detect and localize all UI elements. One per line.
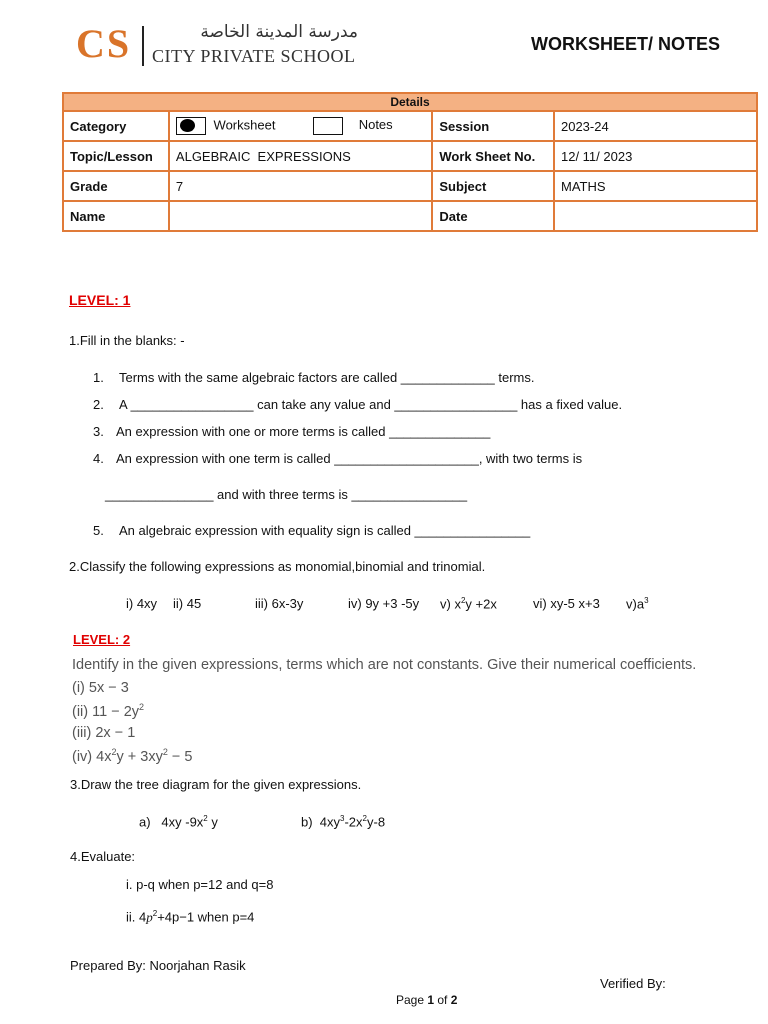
expression-vii: $v)a^3$	[626, 596, 649, 612]
worksheet-option-label: Worksheet	[213, 117, 276, 133]
expression-iv: iv) 9y +3 -5y	[348, 596, 420, 611]
blank-item-1: Terms with the same algebraic factors are called _____________ terms.	[119, 370, 535, 385]
blank-item-2: A _________________ can take any value and _________________ has a fixed value.	[119, 397, 623, 412]
expression-iii: iii) 6x-3y	[255, 596, 304, 611]
expression-v: v) $x^2y +2x$	[440, 596, 497, 612]
level-2-heading: LEVEL: 2	[73, 632, 131, 647]
level-1-heading: LEVEL: 1	[69, 292, 131, 308]
page-number: Page 1 of 2	[396, 993, 458, 1007]
expression-i: i) 4xy	[126, 596, 158, 611]
session-value: 2023-24	[554, 111, 757, 141]
topic-value: ALGEBRAIC EXPRESSIONS	[169, 141, 432, 171]
worksheet-no-value: 12/ 11/ 2023	[554, 141, 757, 171]
document-title: WORKSHEET/ NOTES	[531, 34, 721, 54]
date-field[interactable]	[554, 201, 757, 231]
question-1: 1.Fill in the blanks: -	[69, 333, 185, 348]
expression-vi: vi) xy-5 x+3	[533, 596, 600, 611]
category-options	[169, 111, 432, 141]
date-label: Date	[432, 201, 554, 231]
name-label: Name	[63, 201, 169, 231]
blank-item-1-number: 1.	[93, 370, 104, 385]
identify-expression-ii: (ii) $11 - 2y^2$	[72, 702, 145, 720]
notes-option-label: Notes	[358, 117, 393, 133]
name-field[interactable]	[169, 201, 432, 231]
identify-expression-i: (i) 5x − 3	[72, 680, 129, 696]
worksheet-checkbox[interactable]	[176, 117, 206, 135]
school-name: CITY PRIVATE SCHOOL	[152, 46, 356, 66]
blank-item-4: An expression with one term is called ____________________, with two terms is	[116, 451, 583, 466]
blank-item-3-number: 3.	[93, 424, 104, 439]
tree-expression-b: b) $4xy^3-2x^2y-8$	[301, 814, 386, 830]
blank-item-2-number: 2.	[93, 397, 104, 412]
prepared-by: Prepared By: Noorjahan Rasik	[70, 958, 246, 973]
logo-divider	[142, 26, 144, 66]
blank-item-5: An algebraic expression with equality sign is called ________________	[119, 523, 531, 538]
identify-expression-iii: (iii) 2x − 1	[72, 725, 136, 741]
school-logo-initials: CS	[76, 21, 132, 66]
identify-instruction: Identify in the given expressions, terms which are not constants. Give their numerical coefficients.	[72, 657, 697, 673]
school-name-arabic: مدرسة المدينة الخاصة	[200, 22, 358, 42]
identify-expression-iv: (iv) $4x^2y + 3xy^2 - 5$	[72, 747, 193, 765]
blank-item-4-continued: _______________ and with three terms is ________________	[105, 487, 468, 502]
subject-label: Subject	[432, 171, 554, 201]
evaluate-item-ii: ii. $4p^2+4p-1$ when p=4	[126, 909, 255, 925]
tree-expression-a: a) 4xy $-9x^2$ y	[139, 814, 218, 830]
expression-ii: ii) 45	[173, 596, 202, 611]
worksheet-no-label: Work Sheet No.	[432, 141, 554, 171]
grade-value: 7	[169, 171, 432, 201]
question-2: 2.Classify the following expressions as monomial,binomial and trinomial.	[69, 559, 486, 574]
details-table	[62, 92, 758, 232]
question-4: 4.Evaluate:	[70, 849, 136, 864]
category-label: Category	[63, 111, 169, 141]
details-heading: Details	[63, 93, 757, 111]
subject-value: MATHS	[554, 171, 757, 201]
verified-by: Verified By:	[600, 976, 666, 991]
evaluate-item-i: i. p-q when p=12 and q=8	[126, 877, 274, 892]
blank-item-3: An expression with one or more terms is called ______________	[116, 424, 491, 439]
question-3: 3.Draw the tree diagram for the given expressions.	[70, 777, 362, 792]
session-label: Session	[432, 111, 554, 141]
blank-item-5-number: 5.	[93, 523, 104, 538]
blank-item-4-number: 4.	[93, 451, 104, 466]
grade-label: Grade	[63, 171, 169, 201]
notes-checkbox[interactable]	[313, 117, 343, 135]
topic-label: Topic/Lesson	[63, 141, 169, 171]
